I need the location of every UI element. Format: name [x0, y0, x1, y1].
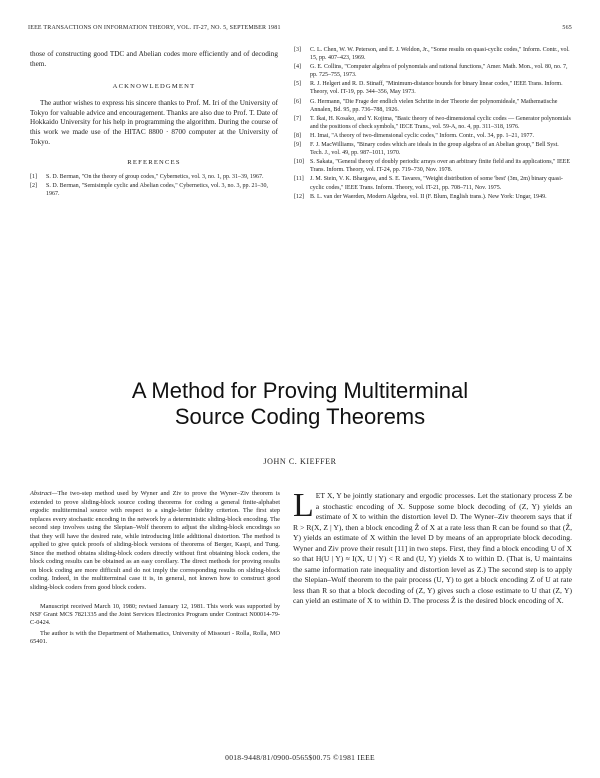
reference-text: R. J. Helgert and R. D. Stinaff, "Minimum-distance bounds for binary linear codes," IEEE Trans. Inform. Theory, vol. IT-19, pp. 344–356, May 1973.: [310, 81, 563, 96]
reference-item: [294, 175, 572, 191]
abstract-text: The two-step method used by Wyner and Ziv to prove the Wyner–Ziv theorem is extended to prove sliding-block source coding theorems for coding a general finite-alphabet ergodic multiterminal source with respect to a single-letter fidelity criterion. The first step replaces every stochastic encoding in the network by a deterministic sliding-block encoding. The second step involves using the Slepian–Wolf theorem to adjust the sliding-block encodings so that they will have the desired rate, while introducing little additional distortion. The method is applied to give quick proofs of sliding-block versions of theorems of Berger, Kaspi, and Tung. Since the method obtains sliding-block coders directly without first obtaining block coders, the block coding results can be obtained as an easy corollary. The direct methods for proving results on block coding are more difficult and do not imply the corresponding results on sliding-block coding. Indeed, in the multiterminal case it is, in general, not known how to construct good sliding-block coders from good block coders.: [30, 490, 280, 592]
reference-number: [2]: [30, 183, 37, 190]
reference-number: [10]: [294, 159, 304, 166]
reference-text: B. L. van der Waerden, Modern Algebra, vol. II (F. Blum, English trans.). New York: Ungar, 1949.: [310, 193, 547, 200]
ack-text: The author wishes to express his sincere thanks to Prof. M. Iri of the University of Tokyo for valuable advice and encouragement. Thanks are also due to Prof. T. Date of Hokkaido University for his help in programming the algorithm. During the course of this work we made use of the HITAC 8800 · 8700 computer at the University of Tokyo.: [30, 99, 278, 146]
reference-number: [5]: [294, 81, 301, 88]
reference-text: G. E. Collins, "Computer algebra of polynomials and rational functions," Amer. Math. Mon., vol. 80, no. 7, pp. 725–755, 1973.: [310, 64, 568, 79]
introduction-text: ET X, Y be jointly stationary and ergodic processes. Let the stationary process Z be a stochastic encoding of X. Suppose some block decoding of (Z, Y) yields an estimate of X to within the distortion level D. The Wyner–Ziv theorem says that if R > R(X, Z | Y), then a block encoding Ẑ of X at a rate less than R can be found so that (Ẑ, Y) yields an estimate of X within the level D by means of an appropriate block decoding. Wyner and Ziv prove their result [11] in two steps. First, they find a block encoding U of X so that H(U | Y) ≈ I(X, U | Y) < R and (U, Y) yields X to within D. (That is, U maintains the same information rate inequality and distortion level as Z.) The second step is to apply the Slepian–Wolf theorem to the pair process (U, Y) to get a block encoding Z of U at rate less than R so that a block decoding of (Z, Y) gives such a close estimate to U that (Z, Y) can yield an estimate of X to within D. The process Ẑ is the desired block encoding of X.: [293, 491, 572, 605]
page-number: 565: [562, 25, 572, 31]
abstract-column: [30, 490, 280, 647]
ack-heading: ACKNOWLEDGMENT: [112, 83, 196, 91]
reference-text: C. L. Chen, W. W. Peterson, and E. J. Weldon, Jr., "Some results on quasi-cyclic codes," Inform. Contr., vol. 15, pp. 407–423, 1969.: [310, 47, 570, 62]
reference-item: [294, 141, 572, 157]
reference-number: [9]: [294, 142, 301, 149]
reference-item: [30, 173, 278, 181]
reference-number: [3]: [294, 47, 301, 53]
reference-text: J. M. Stein, V. K. Bhargava, and S. E. Tavares, "Weight distribution of some 'best' (3m, 2m) binary quasi-cyclic codes," IEEE Trans. Inform. Theory, vol. IT-21, pp. 708–711, Nov. 1975.: [310, 176, 563, 191]
right-reference-list: [294, 46, 572, 204]
title-line-2: Source Coding Theorems: [174, 404, 426, 429]
continuation-text: those of constructing good TDC and Abelian codes more efficiently and of decoding them.: [30, 50, 278, 68]
reference-item: [294, 193, 572, 201]
reference-item: [294, 158, 572, 174]
reference-item: [294, 132, 572, 140]
reference-item: [294, 98, 572, 114]
reference-item: [294, 46, 572, 62]
reference-item: [294, 80, 572, 96]
reference-text: F. J. MacWilliams, "Binary codes which are ideals in the group algebra of an Abelian group," Bell Syst. Tech. J., vol. 49, pp. 987–1011, 1970.: [310, 142, 559, 157]
reference-item: [294, 115, 572, 131]
left-column: [30, 50, 278, 199]
title-line-1: A Method for Proving Multiterminal: [131, 378, 469, 403]
references-heading: REFERENCES: [127, 159, 181, 167]
reference-text: G. Hermann, "Die Frage der endlich vielen Schritte in der Theorie der polynomideale," Mathematische Annalen, Bd. 95, pp. 736–788, 1926.: [310, 98, 558, 113]
drop-cap: L: [293, 487, 314, 524]
copyright-line: 0018-9448/81/0900-0565$00.75 ©1981 IEEE: [225, 753, 375, 762]
running-header: [28, 25, 572, 31]
reference-number: [6]: [294, 98, 301, 105]
reference-text: S. D. Berman, "On the theory of group codes," Cybernetics, vol. 3, no. 1, pp. 31–39, 1967.: [46, 174, 264, 181]
reference-number: [7]: [294, 115, 301, 122]
reference-text: T. Ikai, H. Kosako, and Y. Kojima, "Basic theory of two-dimensional cyclic codes — Generator polynomials and the positions of check symbols," IECE Trans., vol. 59-A, no. 4, pp. 311–318, 1976.: [310, 115, 571, 130]
reference-number: [4]: [294, 64, 301, 71]
reference-text: S. Sakata, "General theory of doubly periodic arrays over an arbitrary finite field and its applications," IEEE Trans. Inform. Theory, vol. IT-24, pp. 719–730, Nov. 1978.: [310, 159, 570, 174]
reference-text: H. Imai, "A theory of two-dimensional cyclic codes," Inform. Contr., vol. 34, pp. 1–21, 1977.: [310, 132, 535, 139]
abstract-lead: Abstract—: [30, 490, 58, 497]
abstract: [30, 490, 280, 593]
running-head-text: IEEE TRANSACTIONS ON INFORMATION THEORY, VOL. IT-27, NO. 5, SEPTEMBER 1981: [28, 25, 281, 31]
introduction: [293, 487, 572, 607]
reference-item: [294, 63, 572, 79]
article-author: JOHN C. KIEFFER: [263, 457, 337, 466]
article-title: [20, 378, 580, 430]
reference-number: [1]: [30, 174, 37, 181]
reference-text: S. D. Berman, "Semisimple cyclic and Abelian codes," Cybernetics, vol. 3, no. 3, pp. 21–30, 1967.: [46, 183, 269, 198]
left-reference-list: [30, 173, 278, 198]
footnote-received: Manuscript received March 10, 1980; revised January 12, 1981. This work was supported by NSF Grant MCS 7821335 and the Joint Services Electronics Program under Contract N00014-79-C-0424.: [30, 602, 280, 626]
reference-item: [30, 182, 278, 198]
reference-number: [8]: [294, 132, 301, 139]
reference-number: [11]: [294, 176, 304, 183]
footnote-author: The author is with the Department of Mathematics, University of Missouri - Rolla, Rolla, MO 65401.: [30, 630, 280, 646]
reference-number: [12]: [294, 193, 304, 200]
